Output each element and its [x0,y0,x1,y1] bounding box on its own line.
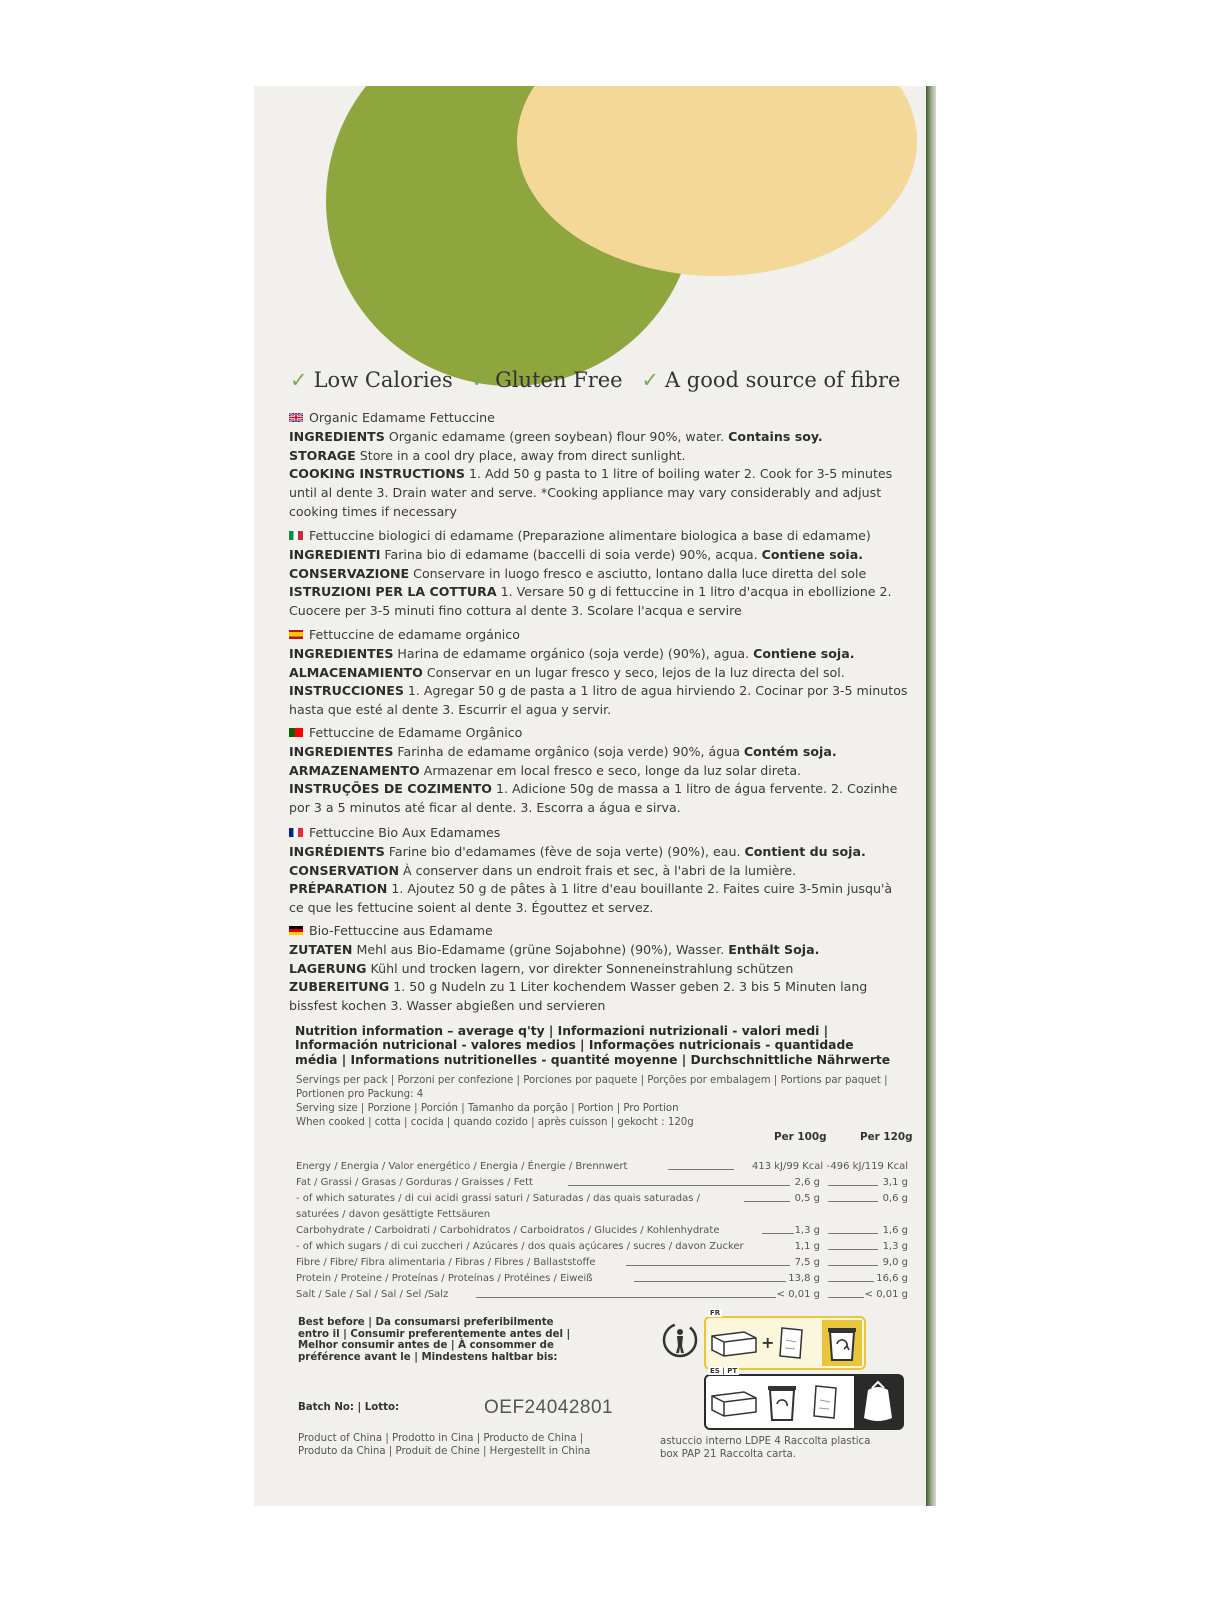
svg-text:+: + [761,1333,775,1352]
leader-line [828,1297,864,1298]
when-cooked: When cooked | cotta | cocida | quando cozido | après cuisson | gekocht : 120g [296,1117,694,1128]
check-icon: ✓ [471,368,490,392]
claim-low-calories: ✓ Low Calories [290,368,453,392]
servings-per-pack: Servings per pack | Porzoni per confezione | Porciones por paquete | Porções por embalagem | Portions par paquet | Portionen pro Packung: 4 [296,1075,888,1100]
package-side-edge [926,86,936,1506]
leader-line [568,1185,790,1186]
product-origin: Product of China | Prodotto in Cina | Producto de China | Produto da China | Produit de Chine | Hergestellt in China [298,1433,591,1458]
nutrition-row-energy: Energy / Energia / Valor energético / Energia / Énergie / Brennwert 413 kJ/99 Kcal - 496 kJ/119 Kcal [296,1161,908,1172]
section-de: Bio-Fettuccine aus Edamame ZUTATEN Mehl aus Bio-Edamame (grüne Sojabohne) (90%), Wasser. Enthält Soja. LAGERUNG Kühl und trocken lagern, vor direkter Sonneneinstrahlung schützen ZUBEREITUNG 1. 50 g Nudeln zu 1 Liter kochendem Wasser geben 2. 3 bis 5 Minuten lang bissfest kochen 3. Wasser abgießen und servieren [289,923,868,1014]
section-en: Organic Edamame Fettuccine INGREDIENTS Organic edamame (green soybean) flour 90%, water. Contains soy. STORAGE Store in a cool dry place, away from direct sunlight. COOKING INSTRUCTIONS 1. Add 50 g pasta to 1 litre of boiling water 2. Cook for 3-5 minutes until al dente 3. Drain water and serve. *Cooking appliance may vary considerably and adjust cooking times if necessary [289,410,893,519]
serving-size: Serving size | Porzione | Porción | Tamanho da porção | Portion | Pro Portion [296,1103,679,1114]
leader-line [828,1233,878,1234]
claim-fibre: ✓ A good source of fibre [641,368,901,392]
leader-line [634,1281,786,1282]
section-pt: Fettuccine de Edamame Orgânico INGREDIENTES Farinha de edamame orgânico (soja verde) 90%, água Contém soja. ARMAZENAMENTO Armazenar em local fresco e seco, longe da luz solar direta. INSTRUÇÕES DE COZIMENTO 1. Adicione 50g de massa a 1 litro de água fervente. 2. Cozinhe por 3 a 5 minutos até ficar al dente. 3. Escorra a água e sirva. [289,725,898,816]
leader-line [828,1281,874,1282]
leader-line [828,1185,878,1186]
nutrition-row-sugars: - of which sugars / di cui zuccheri / Azúcares / dos quais açúcares / sucres / davon Zucker 1,1 g 1,3 g [296,1241,908,1252]
recycling-note: astuccio interno LDPE 4 Raccolta plastica box PAP 21 Raccolta carta. [660,1436,871,1461]
pt-flag-icon [289,728,303,737]
box-icon [712,1332,756,1356]
leader-line [828,1249,878,1250]
recycling-box-es-pt: ES | PT [704,1374,904,1430]
nutrition-row-salt: Salt / Sale / Sal / Sal / Sel /Salz < 0,01 g < 0,01 g [296,1289,908,1300]
section-it: Fettuccine biologici di edamame (Preparazione alimentare biologica a base di edamame) INGREDIENTI Farina bio di edamame (baccelli di soia verde) 90%, acqua. Contiene soia. CONSERVAZIONE Conservare in luogo fresco e asciutto, lontano dalla luce diretta del sole ISTRUZIONI PER LA COTTURA 1. Versare 50 g di fettuccine in 1 litro d'acqua in ebollizione 2. Cuocere per 3-5 minuti fino cottura al dente 3. Scolare l'acqua e servire [289,528,892,619]
batch-code: OEF24042801 [484,1397,614,1418]
batch-label: Batch No: | Lotto: [298,1402,400,1413]
box-icon [712,1392,756,1416]
leader-line [626,1265,790,1266]
claim-gluten-free: ✓ Gluten Free [471,368,623,392]
leader-line [476,1297,776,1298]
nutrition-row-protein: Protein / Proteine / Proteínas / Proteínas / Protéines / Eiweiß 13,8 g 16,6 g [296,1273,908,1284]
bin-icon [768,1386,796,1420]
uk-flag-icon [289,413,303,422]
bag-icon [780,1328,802,1358]
fr-flag-icon [289,828,303,837]
check-icon: ✓ [641,368,659,392]
nutrition-row-saturates-cont: saturées / davon gesättigte Fettsäuren [296,1209,491,1220]
nutrition-row-saturates: - of which saturates / di cui acidi grassi saturi / Saturadas / das quais saturadas / 0,5 g 0,6 g [296,1193,908,1204]
leader-line [828,1201,878,1202]
section-es: Fettuccine de edamame orgánico INGREDIENTES Harina de edamame orgánico (soja verde) (90%), agua. Contiene soja. ALMACENAMIENTO Conservar en un lugar fresco y seco, lejos de la luz directa del sol. INSTRUCCIONES 1. Agregar 50 g de pasta a 1 litro de agua hirviendo 2. Cocinar por 3-5 minutos hasta que esté al dente 3. Escurrir el agua y servir. [289,627,908,718]
check-icon: ✓ [290,368,308,392]
nutrition-heading: Nutrition information – average q'ty | Informazioni nutrizionali - valori medi | Información nutricional - valores medios | Informações nutricionais - quantidade média | Informations nutritionelles - quantité moyenne | Durchschnittliche Nährwerte [295,1024,891,1067]
it-flag-icon [289,531,303,540]
section-fr: Fettuccine Bio Aux Edamames INGRÉDIENTS Farine bio d'edamames (fève de soja verte) (90%), eau. Contient du soja. CONSERVATION À conserver dans un endroit frais et sec, à l'abri de la lumière. PRÉPARATION 1. Ajoutez 50 g de pâtes à 1 litre d'eau bouillante 2. Faites cuire 3-5min jusqu'à ce que les fettucine soient al dente 3. Égouttez et servez. [289,825,893,916]
nutrition-row-carbohydrate: Carbohydrate / Carboidrati / Carbohidratos / Carboidratos / Glucides / Kohlenhydrate 1,3 g 1,6 g [296,1225,908,1236]
nutrition-row-fat: Fat / Grassi / Grasas / Gorduras / Graisses / Fett 2,6 g 3,1 g [296,1177,908,1188]
leader-line [828,1265,878,1266]
bag-icon [814,1386,836,1418]
nutrition-row-fibre: Fibre / Fibre/ Fibra alimentaria / Fibras / Fibres / Ballaststoffe 7,5 g 9,0 g [296,1257,908,1268]
col-per-100g: Per 100g [774,1131,827,1143]
de-flag-icon [289,926,303,935]
claims-row [290,368,912,392]
es-flag-icon [289,630,303,639]
leader-line [762,1233,794,1234]
leader-line [668,1169,734,1170]
col-per-120g: Per 120g [860,1131,913,1143]
best-before: Best before | Da consumarsi preferibilmente entro il | Consumir preferentemente antes del | Melhor consumir antes de | À consommer de préférence avant le | Mindestens haltbar bis: [298,1317,571,1363]
recycling-box-fr: FR + [704,1316,866,1370]
yellow-bin-icon [828,1328,856,1360]
triman-icon [660,1320,700,1364]
leader-line [744,1201,790,1202]
